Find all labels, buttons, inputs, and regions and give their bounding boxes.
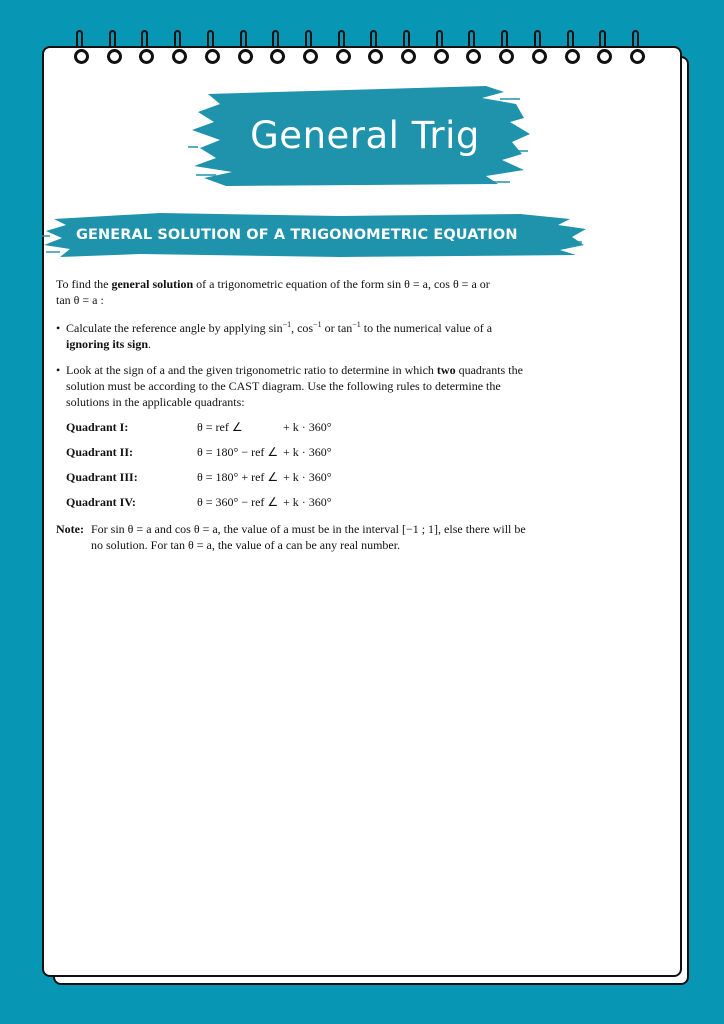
spiral-ring <box>238 30 254 68</box>
quadrant-period: + k · 360° <box>283 495 332 509</box>
spiral-ring-hole <box>434 49 449 64</box>
spiral-binding <box>0 30 724 75</box>
spiral-ring-hook <box>632 30 639 48</box>
spiral-ring <box>107 30 123 68</box>
spiral-ring <box>205 30 221 68</box>
bullet-2-text-2: quadrants the solution must be according to the CAST diagram. Use the following rules to determine the solutions in the applicable quadrants: <box>66 363 523 409</box>
quadrant-formula: θ = ref ∠ <box>197 420 243 434</box>
spiral-ring-hole <box>630 49 645 64</box>
bullet-cast-diagram <box>56 362 536 410</box>
bullet-2-text-1: Look at the sign of a and the given trigonometric ratio to determine in which <box>66 363 437 377</box>
quadrant-period: + k · 360° <box>283 470 332 484</box>
quadrant-period: + k · 360° <box>283 420 332 434</box>
spiral-ring-hook <box>468 30 475 48</box>
quadrant-rules <box>56 419 536 519</box>
bullet-icon: • <box>56 321 61 335</box>
spiral-ring <box>630 30 646 68</box>
intro-text-1: To find the <box>56 277 112 291</box>
spiral-ring-hole <box>139 49 154 64</box>
spiral-ring-hook <box>109 30 116 48</box>
spiral-ring-hole <box>401 49 416 64</box>
spiral-ring-hole <box>336 49 351 64</box>
bullet-1-text-1: Calculate the reference angle by applying sin <box>66 321 283 335</box>
quadrant-formula: θ = 360° − ref ∠ <box>197 495 279 509</box>
spiral-ring-hook <box>534 30 541 48</box>
spiral-ring-hole <box>270 49 285 64</box>
page-title: General Trig <box>250 114 480 157</box>
spiral-ring-hook <box>567 30 574 48</box>
spiral-ring-hole <box>172 49 187 64</box>
spiral-ring-hook <box>370 30 377 48</box>
spiral-ring-hole <box>466 49 481 64</box>
spiral-ring-hole <box>532 49 547 64</box>
spiral-ring-hole <box>238 49 253 64</box>
spiral-ring-hole <box>565 49 580 64</box>
spiral-ring <box>172 30 188 68</box>
note-block <box>56 521 536 553</box>
spiral-ring <box>532 30 548 68</box>
spiral-ring-hole <box>368 49 383 64</box>
spiral-ring-hook <box>599 30 606 48</box>
quadrant-row <box>56 469 536 494</box>
spiral-ring <box>74 30 90 68</box>
spiral-ring-hole <box>597 49 612 64</box>
quadrant-period: + k · 360° <box>283 445 332 459</box>
spiral-ring-hook <box>76 30 83 48</box>
bullet-1-sup-1: −1 <box>282 320 292 329</box>
note-label: Note: <box>56 522 84 536</box>
spiral-ring-hook <box>272 30 279 48</box>
intro-paragraph <box>56 276 536 308</box>
spiral-ring <box>597 30 613 68</box>
intro-text-3: tan θ = a : <box>56 293 104 307</box>
note-text: For sin θ = a and cos θ = a, the value of a must be in the interval [−1 ; 1], else there will be no solution. For tan θ = a, the value of a can be any real number. <box>91 522 526 552</box>
spiral-ring-hook <box>141 30 148 48</box>
spiral-ring-hook <box>174 30 181 48</box>
bullet-1-text-5: . <box>148 337 152 351</box>
spiral-ring-hook <box>207 30 214 48</box>
bullet-1-bold: ignoring its sign <box>66 337 149 351</box>
quadrant-row <box>56 494 536 519</box>
section-heading: GENERAL SOLUTION OF A TRIGONOMETRIC EQUATION <box>76 227 518 243</box>
spiral-ring <box>303 30 319 68</box>
spiral-ring-hook <box>305 30 312 48</box>
spiral-ring <box>434 30 450 68</box>
spiral-ring-hook <box>501 30 508 48</box>
spiral-ring-hole <box>74 49 89 64</box>
bullet-reference-angle <box>56 320 536 352</box>
spiral-ring-hole <box>107 49 122 64</box>
quadrant-formula: θ = 180° + ref ∠ <box>197 470 279 484</box>
bullet-1-sup-3: −1 <box>352 320 361 329</box>
quadrant-label: Quadrant IV: <box>66 495 136 509</box>
spiral-ring <box>368 30 384 68</box>
spiral-ring-hole <box>303 49 318 64</box>
content-body <box>56 276 536 553</box>
spiral-ring-hook <box>403 30 410 48</box>
spiral-ring <box>139 30 155 68</box>
spiral-ring-hook <box>436 30 443 48</box>
spiral-ring <box>499 30 515 68</box>
spiral-ring <box>466 30 482 68</box>
spiral-ring <box>401 30 417 68</box>
bullet-2-bold: two <box>436 363 456 377</box>
spiral-ring-hook <box>338 30 345 48</box>
spiral-ring-hole <box>205 49 220 64</box>
bullet-1-text-3: or tan <box>321 321 353 335</box>
quadrant-formula: θ = 180° − ref ∠ <box>197 445 279 459</box>
quadrant-row <box>56 444 536 469</box>
intro-bold-general-solution: general solution <box>111 277 194 291</box>
quadrant-label: Quadrant III: <box>66 470 138 484</box>
intro-text-2: of a trigonometric equation of the form sin θ = a, cos θ = a or <box>193 277 490 291</box>
quadrant-row <box>56 419 536 444</box>
bullet-icon: • <box>56 363 61 377</box>
spiral-ring-hook <box>240 30 247 48</box>
spiral-ring-hole <box>499 49 514 64</box>
spiral-ring <box>336 30 352 68</box>
quadrant-label: Quadrant II: <box>66 445 134 459</box>
quadrant-label: Quadrant I: <box>66 420 129 434</box>
spiral-ring <box>270 30 286 68</box>
bullet-1-text-2: , cos <box>291 321 314 335</box>
bullet-1-sup-2: −1 <box>313 320 322 329</box>
spiral-ring <box>565 30 581 68</box>
bullet-1-text-4: to the numerical value of a <box>360 321 493 335</box>
